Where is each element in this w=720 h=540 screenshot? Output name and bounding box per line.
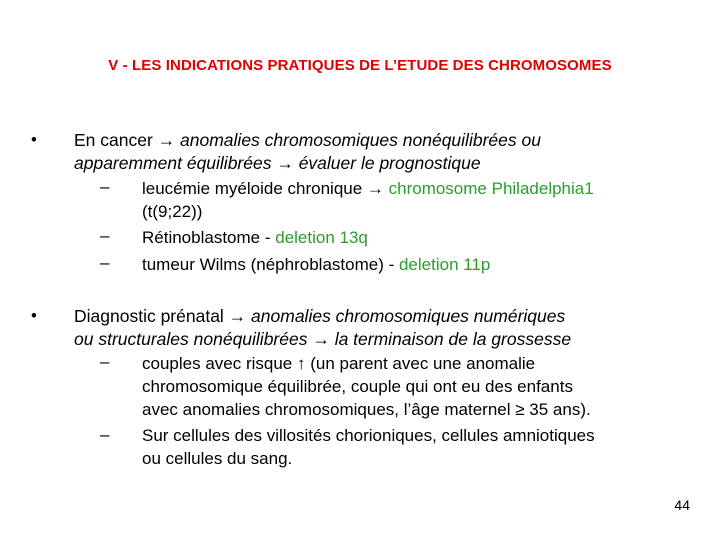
section-prenatal-lead <box>74 305 704 351</box>
page-number: 44 <box>674 497 690 513</box>
bullet-marker: • <box>31 131 37 149</box>
section-cancer-lead <box>74 129 704 175</box>
dash-marker: – <box>100 177 110 196</box>
list-item <box>142 177 702 223</box>
dash-marker: – <box>100 425 110 444</box>
dash-marker: – <box>100 226 110 245</box>
item-text-line2: (t(9;22)) <box>142 202 203 221</box>
slide-title: V - LES INDICATIONS PRATIQUES DE L’ETUDE DES CHROMOSOMES <box>108 57 612 74</box>
lead-text: Diagnostic prénatal → <box>74 306 252 326</box>
list-item <box>142 253 702 276</box>
item-text: Rétinoblastome - <box>142 228 276 247</box>
item-line: avec anomalies chromosomiques, l’âge maternel ≥ 35 ans). <box>142 400 591 419</box>
list-item <box>142 352 702 421</box>
list-item <box>142 226 702 249</box>
item-line: chromosomique équilibrée, couple qui ont eu des enfants <box>142 377 573 396</box>
dash-marker: – <box>100 352 110 371</box>
item-text: leucémie myéloide chronique → <box>142 179 389 198</box>
lead-italic-line2: apparemment équilibrées → évaluer le prognostique <box>74 153 481 173</box>
lead-italic-line1: anomalies chromosomiques nonéquilibrées ou <box>180 130 541 150</box>
item-line: Sur cellules des villosités chorioniques, cellules amniotiques <box>142 426 595 445</box>
item-highlight: deletion 11p <box>398 255 491 274</box>
item-highlight: deletion 13q <box>275 228 368 247</box>
list-item <box>142 424 702 470</box>
item-line: ou cellules du sang. <box>142 449 293 468</box>
item-line: couples avec risque ↑ (un parent avec une anomalie <box>142 354 536 373</box>
bullet-marker: • <box>31 307 37 325</box>
lead-text: En cancer → <box>74 130 181 150</box>
dash-marker: – <box>100 253 110 272</box>
item-highlight: chromosome Philadelphia1 <box>388 179 594 198</box>
lead-italic-line2: ou structurales nonéquilibrées → la terminaison de la grossesse <box>74 329 572 349</box>
item-text: tumeur Wilms (néphroblastome) - <box>142 255 399 274</box>
lead-italic-line1: anomalies chromosomiques numériques <box>251 306 566 326</box>
